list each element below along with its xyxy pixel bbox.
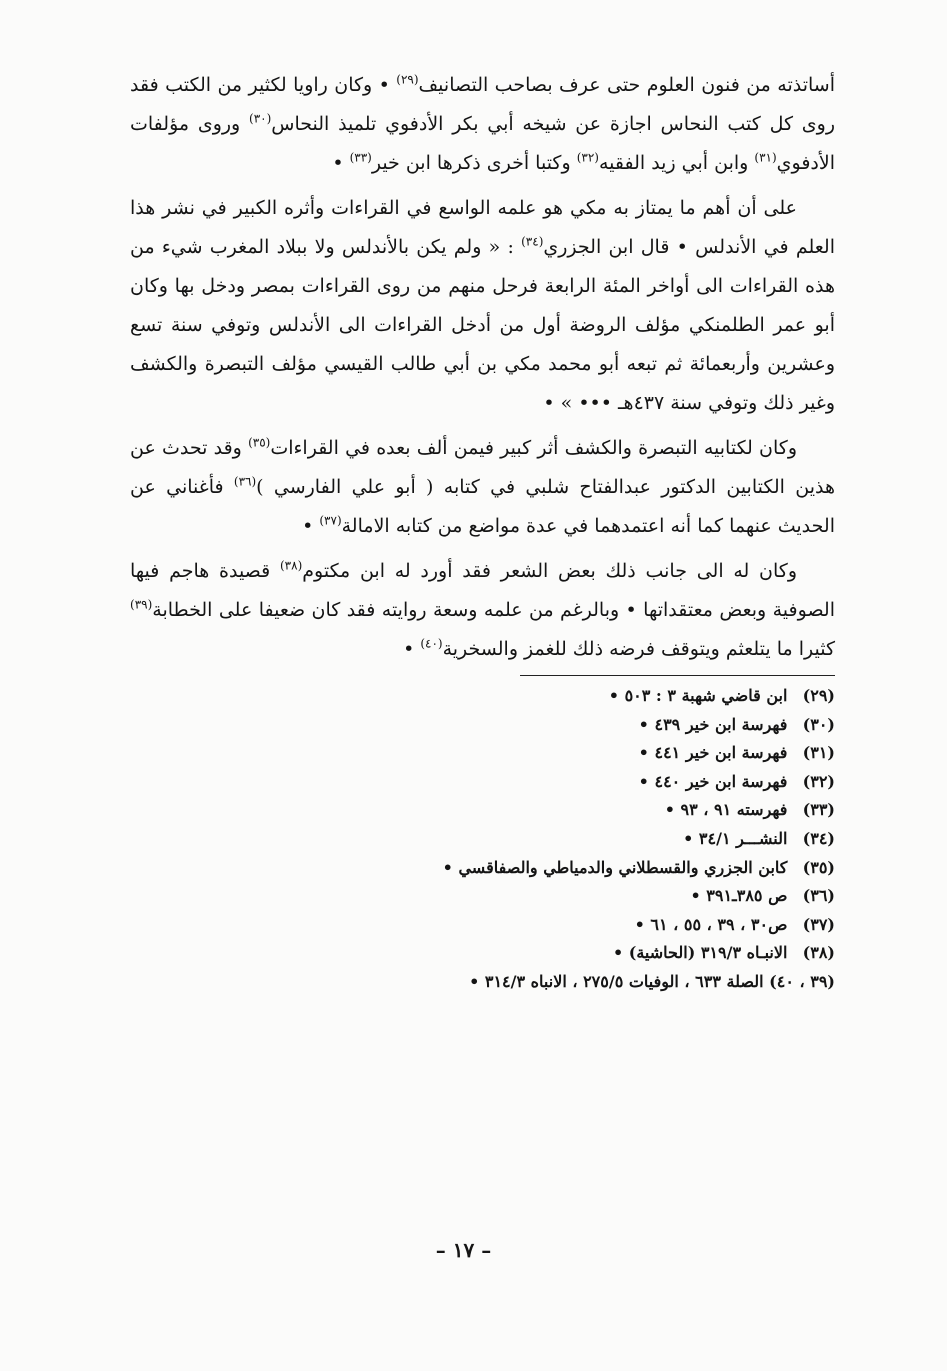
footnote-number: (٣٢)	[802, 771, 835, 791]
footnote-text: الصلة ٦٣٣ ، الوفيات ٢٧٥/٥ ، الانباه ٣١٤/٣ •	[469, 971, 764, 991]
text-run: كثيرا ما يتلعثم ويتوقف فرضه ذلك للغمز والسخرية	[442, 638, 835, 660]
footnote-text: النشـــر ٣٤/١ •	[683, 828, 788, 848]
footnote-ref[interactable]: (٣٢)	[576, 150, 599, 165]
footnote-text: فهرسة ابن خير ٤٤٠ •	[638, 771, 788, 791]
footnote-ref[interactable]: (٣٥)	[248, 435, 271, 450]
footnote-ref[interactable]: (٣٠)	[249, 111, 272, 126]
footnote-number: (٢٩)	[802, 686, 835, 705]
footnote-text: ص ٣٨٥ـ٣٩١ •	[690, 886, 788, 906]
footnote-item	[130, 911, 835, 940]
text-run: •	[403, 638, 421, 660]
footnote-item	[130, 739, 835, 768]
text-run: على أن أهم ما يمتاز به مكي هو علمه الواسع في القراءات وأثره الكبير في نشر هذا العلم في الأندلس • قال ابن الجزري	[130, 197, 835, 258]
page-body	[130, 66, 835, 997]
footnote-text: فهرسة ابن خير ٤٣٩ •	[638, 714, 788, 734]
footnote-ref[interactable]: (٣٤)	[521, 234, 544, 249]
footnote-number: (٣٥)	[802, 857, 835, 877]
text-run: : « ولم يكن بالأندلس ولا ببلاد المغرب شيء من هذه القراءات الى أواخر المئة الرابعة فرحل منهم من روى القراءات بمصر ودخل بها وكان أبو عمر الطلمنكي مؤلف الروضة أول من أدخل القراءات الى الأندلس وتوفي سنة تسع وعشرين وأربعمائة ثم تبعه أبو محمد مكي بن أبي طالب القيسي مؤلف التبصرة والكشف وغير ذلك وتوفي سنة ٤٣٧هـ ••• » •	[130, 236, 835, 414]
text-run: •	[332, 152, 350, 174]
paragraph	[130, 552, 835, 669]
footnote-ref[interactable]: (٣١)	[754, 150, 777, 165]
footnote-ref[interactable]: (٣٩)	[130, 597, 153, 612]
footnote-text: فهرسة ابن خير ٤٤١ •	[638, 743, 788, 763]
text-run: وكان لكتابيه التبصرة والكشف أثر كبير فيمن ألف بعده في القراءات	[270, 437, 798, 459]
footnote-item	[130, 711, 835, 740]
footnote-ref[interactable]: (٤٠)	[420, 636, 443, 651]
paragraph	[130, 66, 835, 183]
text-run: أساتذته من فنون العلوم حتى عرف بصاحب التصانيف	[418, 74, 835, 96]
footnote-text: كابن الجزري والقسطلاني والدمياطي والصفاقسي •	[442, 857, 788, 877]
footnote-number: (٣٦)	[802, 886, 835, 906]
footnote-number: (٣٨)	[802, 943, 835, 963]
footnote-item	[130, 939, 835, 968]
paragraph	[130, 429, 835, 546]
footnotes-list	[130, 682, 835, 997]
footnote-number: (٣٤)	[802, 828, 835, 848]
footnote-ref[interactable]: (٢٩)	[396, 72, 419, 87]
footnote-item	[130, 854, 835, 883]
footnote-ref[interactable]: (٣٣)	[349, 150, 372, 165]
footnote-item	[130, 796, 835, 825]
footnote-number: (٣٣)	[802, 800, 835, 820]
main-text	[130, 66, 835, 669]
text-run: وقد تحدث عن هذين الكتابين الدكتور عبدالفتاح شلبي في كتابه ( أبو علي الفارسي )	[130, 437, 835, 498]
text-run: • وكان راويا لكثير من الكتب فقد روى كل كتب النحاس اجازة عن شيخه أبي بكر الأدفوي تلميذ النحاس	[130, 74, 835, 135]
text-run: قصيدة هاجم فيها الصوفية وبعض معتقداتها • وبالرغم من علمه وسعة روايته فقد كان ضعيفا على الخطابة	[130, 560, 835, 621]
footnote-item	[130, 882, 835, 911]
footnote-ref[interactable]: (٣٧)	[319, 513, 342, 528]
footnote-text: ص٣٠ ، ٣٩ ، ٥٥ ، ٦١ •	[634, 914, 788, 934]
text-run: فأغناني عن الحديث عنهما كما أنه اعتمدهما في عدة مواضع من كتابه الامالة	[130, 476, 835, 537]
text-run: وابن أبي زيد الفقيه	[598, 152, 755, 174]
footnote-item	[130, 682, 835, 711]
footnote-ref[interactable]: (٣٨)	[279, 558, 303, 573]
text-run: وكتبا أخرى ذكرها ابن خير	[371, 152, 577, 174]
footnote-text: فهرسته ٩١ ، ٩٣ •	[664, 800, 788, 820]
text-run: وكان له الى جانب ذلك بعض الشعر فقد أورد له ابن مكتوم	[302, 560, 798, 582]
text-run: •	[302, 515, 320, 537]
footnote-ref[interactable]: (٣٦)	[233, 474, 257, 489]
footnote-divider	[520, 675, 835, 676]
text-run: وروى مؤلفات الأدفوي	[130, 113, 835, 174]
footnote-number: (٣٠)	[802, 714, 835, 734]
footnote-text: الانبـاه ٣١٩/٣ (الحاشية) •	[612, 943, 788, 963]
footnote-item	[130, 768, 835, 797]
paragraph	[130, 189, 835, 423]
page-number: – ١٧ –	[435, 1238, 492, 1262]
footnote-number: (٣٧)	[802, 914, 835, 934]
footnote-text: ابن قاضي شهبة ٣ : ٥٠٣ •	[608, 686, 788, 705]
footnote-number: (٣٩ ، ٤٠)	[769, 971, 835, 991]
footnote-item	[130, 968, 835, 997]
footnote-number: (٣١)	[802, 743, 835, 763]
footnote-item	[130, 825, 835, 854]
